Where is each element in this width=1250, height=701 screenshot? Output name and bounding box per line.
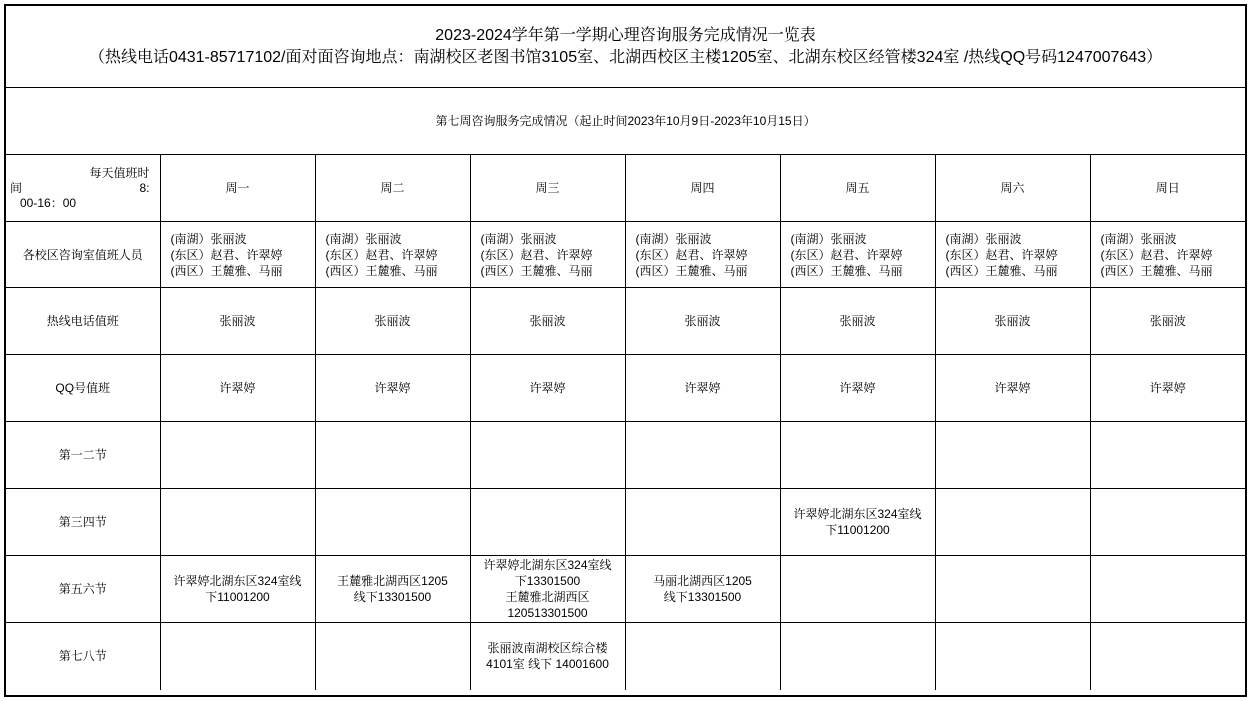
staff-dong: (东区）赵君、许翠婷 xyxy=(790,247,903,262)
p78-cell-tue xyxy=(315,623,470,690)
schedule-sheet xyxy=(4,4,1247,697)
duty-time-line-1: 每天值班时 xyxy=(89,165,150,180)
day-header-thu: 周四 xyxy=(625,155,780,222)
row-label-hotline: 热线电话值班 xyxy=(6,288,160,355)
p56-cell-wed xyxy=(470,556,625,623)
hotline-cell-tue: 张丽波 xyxy=(315,288,470,355)
day-header-fri: 周五 xyxy=(780,155,935,222)
session-line: 许翠婷北湖东区324室线 xyxy=(173,574,302,588)
staff-cell-tue xyxy=(315,222,470,288)
qq-cell-sat: 许翠婷 xyxy=(935,355,1090,422)
p34-cell-thu xyxy=(625,489,780,556)
staff-cell-sun xyxy=(1090,222,1245,288)
hotline-cell-sun: 张丽波 xyxy=(1090,288,1245,355)
staff-dong: (东区）赵君、许翠婷 xyxy=(1100,247,1213,262)
day-header-tue: 周二 xyxy=(315,155,470,222)
staff-xi: (西区）王麓雅、马丽 xyxy=(790,263,903,278)
qq-cell-sun: 许翠婷 xyxy=(1090,355,1245,422)
session-line: 线下13301500 xyxy=(353,590,432,604)
p56-cell-sat xyxy=(935,556,1090,623)
p34-cell-tue xyxy=(315,489,470,556)
p56-cell-sun xyxy=(1090,556,1245,623)
session-line: 王麓雅北湖西区 xyxy=(505,590,590,604)
hotline-cell-sat: 张丽波 xyxy=(935,288,1090,355)
period-56-row xyxy=(6,556,1245,623)
p34-cell-sun xyxy=(1090,489,1245,556)
title-line-2: （热线电话0431-85717102/面对面咨询地点：南湖校区老图书馆3105室、北湖西校区主楼1205室、北湖东校区经管楼324室 /热线QQ号码1247007643） xyxy=(88,48,1163,66)
staff-dong: (东区）赵君、许翠婷 xyxy=(945,247,1058,262)
p34-cell-sat xyxy=(935,489,1090,556)
duty-time-line-2: 间 xyxy=(10,180,23,195)
p78-cell-fri xyxy=(780,623,935,690)
session-line: 许翠婷北湖东区324室线 xyxy=(793,507,922,521)
day-header-sun: 周日 xyxy=(1090,155,1245,222)
staff-dong: (东区）赵君、许翠婷 xyxy=(325,247,438,262)
staff-xi: (西区）王麓雅、马丽 xyxy=(170,263,283,278)
p56-cell-fri xyxy=(780,556,935,623)
staff-xi: (西区）王麓雅、马丽 xyxy=(325,263,438,278)
week-subtitle: 第七周咨询服务完成情况（起止时间2023年10月9日-2023年10月15日） xyxy=(6,88,1245,155)
session-line: 许翠婷北湖东区324室线 xyxy=(483,558,612,572)
qq-row xyxy=(6,355,1245,422)
hotline-cell-mon: 张丽波 xyxy=(160,288,315,355)
staff-nanhu: (南湖）张丽波 xyxy=(945,231,1022,246)
qq-cell-thu: 许翠婷 xyxy=(625,355,780,422)
row-label-p56: 第五六节 xyxy=(6,556,160,623)
qq-cell-fri: 许翠婷 xyxy=(780,355,935,422)
period-34-row xyxy=(6,489,1245,556)
p12-cell-fri xyxy=(780,422,935,489)
row-label-p34: 第三四节 xyxy=(6,489,160,556)
staff-row xyxy=(6,222,1245,288)
p34-cell-mon xyxy=(160,489,315,556)
session-line: 马丽北湖西区1205 xyxy=(653,574,752,588)
period-78-row xyxy=(6,623,1245,690)
qq-cell-mon: 许翠婷 xyxy=(160,355,315,422)
p56-cell-thu xyxy=(625,556,780,623)
row-label-qq: QQ号值班 xyxy=(6,355,160,422)
schedule-table xyxy=(6,6,1245,690)
staff-dong: (东区）赵君、许翠婷 xyxy=(635,247,748,262)
duty-time-line-3: 00-16：00 xyxy=(20,195,77,210)
hotline-cell-thu: 张丽波 xyxy=(625,288,780,355)
staff-cell-mon xyxy=(160,222,315,288)
staff-xi: (西区）王麓雅、马丽 xyxy=(635,263,748,278)
hotline-cell-wed: 张丽波 xyxy=(470,288,625,355)
staff-dong: (东区）赵君、许翠婷 xyxy=(480,247,593,262)
duty-time-header xyxy=(6,155,160,222)
staff-nanhu: (南湖）张丽波 xyxy=(170,231,247,246)
staff-cell-fri xyxy=(780,222,935,288)
duty-time-line-2b: 8: xyxy=(139,180,150,195)
p78-cell-thu xyxy=(625,623,780,690)
qq-cell-wed: 许翠婷 xyxy=(470,355,625,422)
staff-cell-sat xyxy=(935,222,1090,288)
p78-cell-wed xyxy=(470,623,625,690)
p56-cell-mon xyxy=(160,556,315,623)
period-12-row xyxy=(6,422,1245,489)
p12-cell-sun xyxy=(1090,422,1245,489)
p12-cell-sat xyxy=(935,422,1090,489)
staff-xi: (西区）王麓雅、马丽 xyxy=(1100,263,1213,278)
staff-cell-wed xyxy=(470,222,625,288)
table-title xyxy=(6,6,1245,88)
staff-nanhu: (南湖）张丽波 xyxy=(325,231,402,246)
staff-cell-thu xyxy=(625,222,780,288)
p78-cell-mon xyxy=(160,623,315,690)
p12-cell-mon xyxy=(160,422,315,489)
session-line: 120513301500 xyxy=(507,606,588,620)
hotline-row xyxy=(6,288,1245,355)
day-header-wed: 周三 xyxy=(470,155,625,222)
hotline-cell-fri: 张丽波 xyxy=(780,288,935,355)
session-line: 张丽波南湖校区综合楼 xyxy=(487,641,608,656)
staff-nanhu: (南湖）张丽波 xyxy=(1100,231,1177,246)
session-line: 下13301500 xyxy=(514,574,581,588)
session-line: 下11001200 xyxy=(825,523,890,537)
staff-nanhu: (南湖）张丽波 xyxy=(480,231,557,246)
row-label-p12: 第一二节 xyxy=(6,422,160,489)
row-label-p78: 第七八节 xyxy=(6,623,160,690)
staff-xi: (西区）王麓雅、马丽 xyxy=(480,263,593,278)
staff-nanhu: (南湖）张丽波 xyxy=(790,231,867,246)
p12-cell-tue xyxy=(315,422,470,489)
session-line: 线下13301500 xyxy=(663,590,742,604)
day-header-sat: 周六 xyxy=(935,155,1090,222)
staff-xi: (西区）王麓雅、马丽 xyxy=(945,263,1058,278)
p78-cell-sat xyxy=(935,623,1090,690)
p12-cell-wed xyxy=(470,422,625,489)
p56-cell-tue xyxy=(315,556,470,623)
header-row xyxy=(6,155,1245,222)
session-line: 王麓雅北湖西区1205 xyxy=(337,574,448,588)
staff-dong: (东区）赵君、许翠婷 xyxy=(170,247,283,262)
p34-cell-wed xyxy=(470,489,625,556)
session-line: 下11001200 xyxy=(205,590,270,604)
day-header-mon: 周一 xyxy=(160,155,315,222)
row-label-staff: 各校区咨询室值班人员 xyxy=(6,222,160,288)
qq-cell-tue: 许翠婷 xyxy=(315,355,470,422)
session-line: 4101室 线下 14001600 xyxy=(486,657,609,672)
p12-cell-thu xyxy=(625,422,780,489)
p34-cell-fri xyxy=(780,489,935,556)
p78-cell-sun xyxy=(1090,623,1245,690)
title-line-1: 2023-2024学年第一学期心理咨询服务完成情况一览表 xyxy=(435,26,816,44)
staff-nanhu: (南湖）张丽波 xyxy=(635,231,712,246)
